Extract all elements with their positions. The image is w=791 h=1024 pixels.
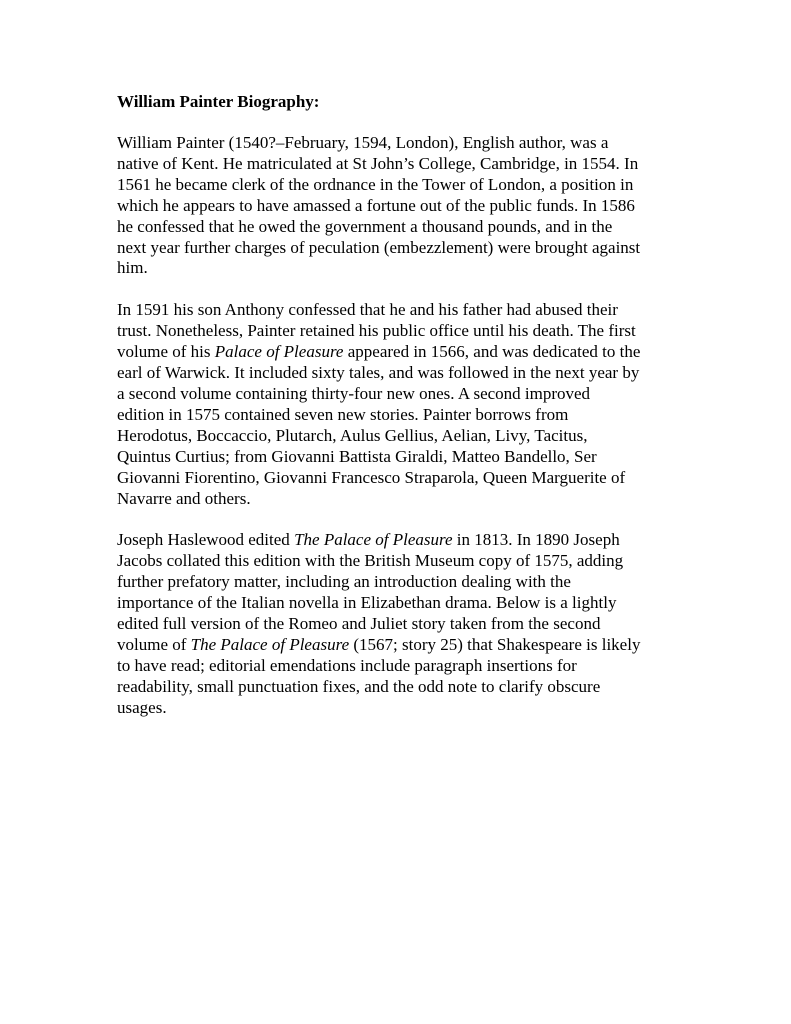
document-page bbox=[117, 91, 697, 740]
text-line: 1561 he became clerk of the ordnance in the Tower of London, a position in bbox=[117, 174, 634, 194]
text-line bbox=[117, 530, 697, 551]
text-segment: Joseph Haslewood edited bbox=[117, 530, 295, 550]
book-title: The Palace of Pleasure bbox=[294, 530, 453, 550]
text-line: next year further charges of peculation (embezzlement) were brought against bbox=[117, 237, 641, 257]
text-line: Navarre and others. bbox=[117, 488, 251, 508]
text-line bbox=[117, 342, 697, 363]
text-segment: in 1813. In 1890 Joseph bbox=[452, 530, 620, 550]
text-line: which he appears to have amassed a fortune out of the public funds. In 1586 bbox=[117, 195, 635, 215]
text-line: Giovanni Fiorentino, Giovanni Francesco Straparola, Queen Marguerite of bbox=[117, 467, 626, 487]
text-line: him. bbox=[117, 258, 148, 278]
text-segment: volume of bbox=[117, 634, 191, 654]
text-segment: appeared in 1566, and was dedicated to the bbox=[343, 342, 641, 362]
paragraph-editions bbox=[117, 530, 697, 718]
paragraph-palace-of-pleasure bbox=[117, 300, 697, 509]
text-line: a second volume containing thirty-four new ones. A second improved bbox=[117, 383, 591, 403]
book-title: The Palace of Pleasure bbox=[190, 634, 350, 654]
text-line: native of Kent. He matriculated at St John’s College, Cambridge, in 1554. In bbox=[117, 153, 639, 173]
text-line bbox=[117, 635, 697, 656]
text-line: readability, small punctuation fixes, and the odd note to clarify obscure bbox=[117, 676, 601, 696]
text-line: importance of the Italian novella in Elizabethan drama. Below is a lightly bbox=[117, 593, 617, 613]
text-line: edition in 1575 contained seven new stories. Painter borrows from bbox=[117, 404, 569, 424]
text-segment: volume of his bbox=[117, 342, 215, 362]
text-line: In 1591 his son Anthony confessed that he and his father had abused their bbox=[117, 300, 618, 320]
text-line: further prefatory matter, including an introduction dealing with the bbox=[117, 572, 571, 592]
text-line: Herodotus, Boccaccio, Plutarch, Aulus Gellius, Aelian, Livy, Tacitus, bbox=[117, 425, 588, 445]
text-line: Jacobs collated this edition with the British Museum copy of 1575, adding bbox=[117, 551, 624, 571]
text-line: earl of Warwick. It included sixty tales, and was followed in the next year by bbox=[117, 363, 640, 383]
text-line: trust. Nonetheless, Painter retained his public office until his death. The first bbox=[117, 321, 636, 341]
text-line: Quintus Curtius; from Giovanni Battista Giraldi, Matteo Bandello, Ser bbox=[117, 446, 597, 466]
text-line: edited full version of the Romeo and Juliet story taken from the second bbox=[117, 614, 601, 634]
text-segment: (1567; story 25) that Shakespeare is likely bbox=[349, 634, 641, 654]
text-line: usages. bbox=[117, 697, 167, 717]
text-line: he confessed that he owed the government a thousand pounds, and in the bbox=[117, 216, 613, 236]
text-line: to have read; editorial emendations include paragraph insertions for bbox=[117, 655, 577, 675]
text-line: William Painter (1540?–February, 1594, London), English author, was a bbox=[117, 133, 609, 152]
paragraph-biography bbox=[117, 133, 697, 279]
book-title: Palace of Pleasure bbox=[214, 342, 344, 362]
page-heading: William Painter Biography: bbox=[117, 92, 320, 111]
